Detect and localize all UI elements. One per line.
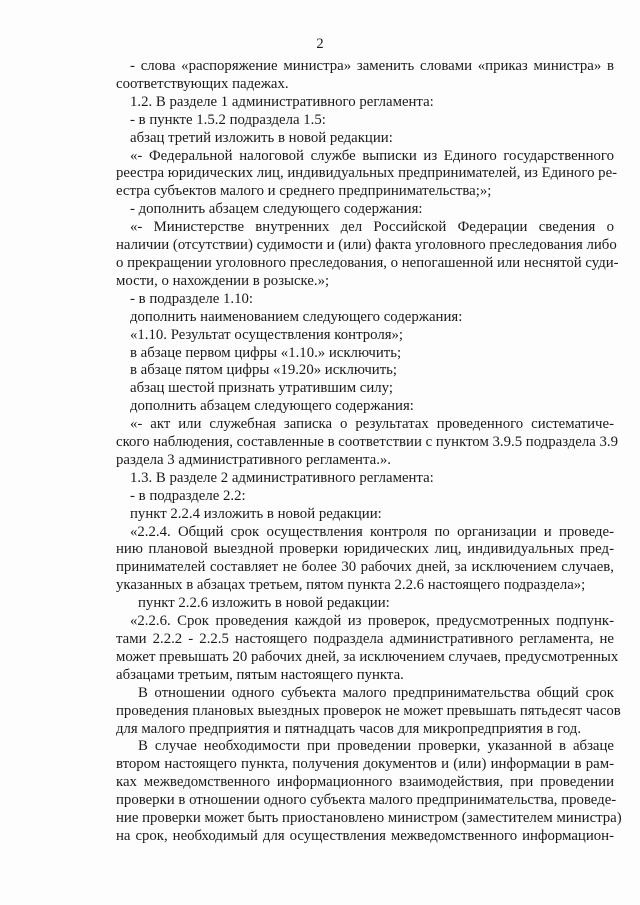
paragraph [116,94,614,112]
paragraph [116,112,614,130]
text-line: - в подразделе 2.2: [130,487,246,504]
text-line: абзац третий изложить в новой редакции: [130,129,393,146]
paragraph [116,684,621,739]
paragraph [116,201,614,219]
text-line: ского наблюдения, составленные в соответствии с пунктом 3.9.5 подраздела 3.9 [116,434,619,451]
paragraph [116,380,614,398]
paragraph [116,58,614,94]
paragraph [116,416,619,470]
text-line: - слова «распоряжение министра» заменить словами «приказ министра» в [130,58,614,74]
paragraph [116,595,614,613]
paragraph [116,219,619,291]
text-line: абзац шестой признать утратившим силу; [130,380,393,397]
text-line: абзацами третьим, пятым настоящего пункта. [116,666,404,683]
text-line: ние проверки может быть приостановлено министром (заместителем министра) [116,810,622,827]
paragraph [116,309,614,327]
text-line: 1.2. В разделе 1 административного регламента: [130,93,434,110]
text-line: принимателей составляет не более 30 рабочих дней, за исключением случаев, [116,559,614,576]
text-line: ках межведомственного информационного взаимодействия, при проведении [116,774,614,791]
paragraph [116,130,614,148]
text-line: 1.3. В разделе 2 административного регламента: [130,469,434,486]
text-line: о прекращении уголовного преследования, о непогашенной или неснятой суди- [116,254,619,271]
text-line: в абзаце пятом цифры «19.20» исключить; [130,362,398,379]
text-line: естра субъектов малого и среднего предпринимательства;»; [116,183,492,200]
text-line: в абзаце первом цифры «1.10.» исключить; [130,344,402,361]
text-line: дополнить абзацем следующего содержания: [130,398,414,415]
text-line: нию плановой выездной проверки юридических лиц, индивидуальных пред- [116,541,614,558]
text-line: может превышать 20 рабочих дней, за исключением случаев, предусмотренных [116,648,619,665]
page-number: 2 [316,36,324,52]
text-line: «1.10. Результат осуществления контроля»; [130,326,404,343]
text-line: втором настоящего пункта, получения документов и (или) информации в рам- [116,756,614,773]
paragraph [116,506,614,524]
paragraph [116,327,614,345]
text-line: «- Федеральной налоговой службе выписки из Единого государственного [130,147,614,164]
paragraph [116,524,614,596]
text-line: наличии (отсутствии) судимости и (или) факта уголовного преследования либо [116,237,617,254]
paragraph [116,147,618,202]
text-line: пункт 2.2.6 изложить в новой редакции: [138,595,390,612]
paragraph [116,398,614,416]
text-line: В отношении одного субъекта малого предпринимательства общий срок [138,684,614,701]
paragraph [116,738,622,845]
paragraph [116,362,614,380]
text-line: проверки в отношении одного субъекта малого предпринимательства, проведе- [116,792,617,809]
text-line: указанных в абзацах третьем, пятом пункта 2.2.6 настоящего подраздела»; [116,577,586,594]
text-line: - в пункте 1.5.2 подраздела 1.5: [130,111,326,128]
text-line: раздела 3 административного регламента.». [116,451,391,468]
text-line: «- Министерстве внутренних дел Российской Федерации сведения о [130,219,614,236]
paragraph [116,345,614,363]
text-line: соответствующих падежах. [116,75,289,92]
text-line: «- акт или служебная записка о результатах проведенного систематиче- [130,416,614,433]
text-line: реестра юридических лиц, индивидуальных предпринимателей, из Единого ре- [116,165,618,182]
text-line: дополнить наименованием следующего содержания: [130,308,463,325]
text-line: - в подразделе 1.10: [130,290,254,307]
text-line: В случае необходимости при проведении проверки, указанной в абзаце [138,738,614,755]
text-line: пункт 2.2.4 изложить в новой редакции: [130,505,382,522]
text-line: тами 2.2.2 - 2.2.5 настоящего подраздела административного регламента, не [116,631,614,647]
paragraph [116,613,619,685]
text-line: для малого предприятия и пятнадцать часов для микропредприятия в год. [116,720,582,737]
paragraph [116,291,614,309]
text-line: «2.2.4. Общий срок осуществления контроля по организации и проведе- [130,523,614,540]
document-body [116,58,622,846]
text-line: на срок, необходимый для осуществления межведомственного информацион- [116,827,614,844]
text-line: - дополнить абзацем следующего содержания: [130,201,423,218]
paragraph [116,488,614,506]
text-line: «2.2.6. Срок проведения каждой из проверок, предусмотренных подпунк- [130,613,614,630]
paragraph [116,470,614,488]
text-line: проведения плановых выездных проверок не может превышать пятьдесят часов [116,702,621,719]
text-line: мости, о нахождении в розыске.»; [116,272,330,289]
